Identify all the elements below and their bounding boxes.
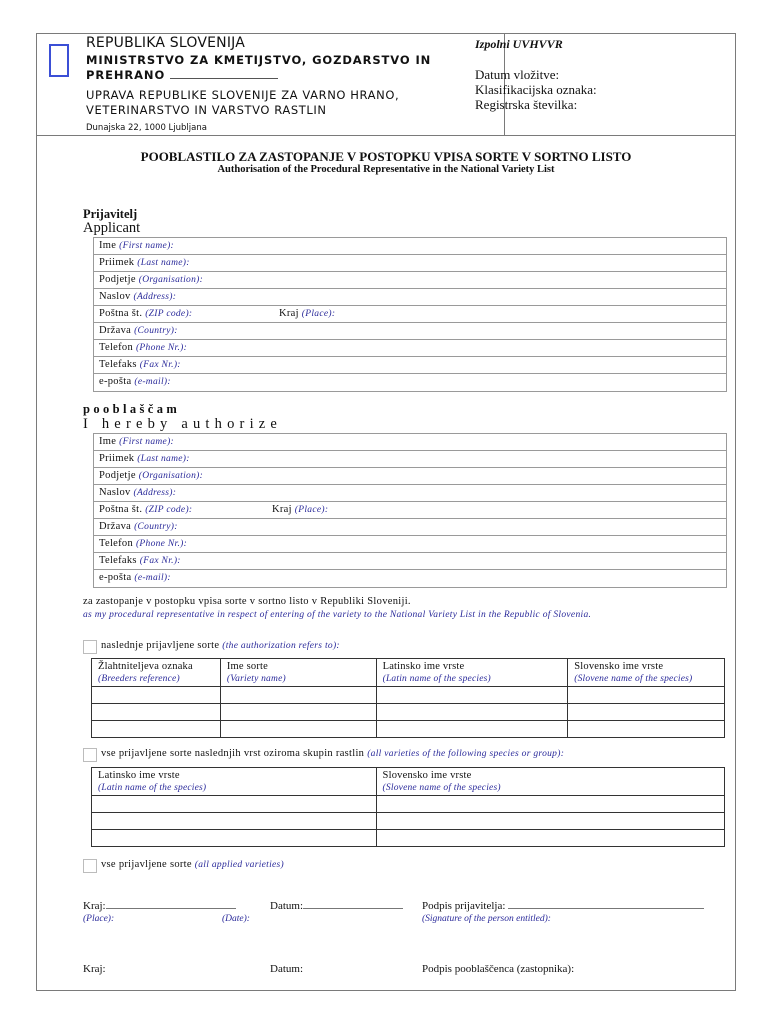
applicant-place-field[interactable]: Kraj (Place): bbox=[279, 308, 336, 319]
office-use-title: Izpolni UVHVVR bbox=[475, 37, 563, 51]
column-header: Latinsko ime vrste (Latin name of the species) bbox=[376, 659, 568, 687]
ministry-name: MINISTRSTVO ZA KMETIJSTVO, GOZDARSTVO IN PREHRANO bbox=[86, 53, 432, 82]
representative-phone-field[interactable]: Telefon (Phone Nr.): bbox=[94, 536, 726, 553]
applicant-country-field[interactable]: Država (Country): bbox=[94, 323, 726, 340]
representative-table bbox=[93, 433, 727, 588]
option-specific-varieties-checkbox[interactable] bbox=[83, 640, 97, 654]
table-cell[interactable] bbox=[220, 687, 376, 704]
representative-zip-field[interactable]: Poštna št. (ZIP code): Kraj (Place): bbox=[94, 502, 726, 519]
table-row bbox=[92, 796, 725, 813]
address: Dunajska 22, 1000 Ljubljana bbox=[86, 123, 207, 133]
table-cell[interactable] bbox=[92, 687, 221, 704]
table-cell[interactable] bbox=[220, 704, 376, 721]
option-species-group-checkbox[interactable] bbox=[83, 748, 97, 762]
place-field-2[interactable]: Kraj: bbox=[83, 963, 106, 975]
place-field[interactable]: Kraj: bbox=[83, 900, 236, 912]
table-cell[interactable] bbox=[568, 687, 725, 704]
table-cell[interactable] bbox=[376, 796, 724, 813]
form-header bbox=[36, 33, 736, 136]
administration-name: UPRAVA REPUBLIKE SLOVENIJE ZA VARNO HRANO, VETERINARSTVO IN VARSTVO RASTLIN bbox=[86, 88, 400, 117]
option-species-group-label: vse prijavljene sorte naslednjih vrst oziroma skupin rastlin (all varieties of the following species or group): bbox=[101, 748, 565, 759]
representative-address-field[interactable]: Naslov (Address): bbox=[94, 485, 726, 502]
representative-last-name-field[interactable]: Priimek (Last name): bbox=[94, 451, 726, 468]
applicant-address-field[interactable]: Naslov (Address): bbox=[94, 289, 726, 306]
option-specific-varieties-label: naslednje prijavljene sorte (the authorization refers to): bbox=[101, 640, 340, 651]
table-cell[interactable] bbox=[568, 704, 725, 721]
table-row bbox=[92, 704, 725, 721]
table-cell[interactable] bbox=[92, 830, 377, 847]
applicant-fax-field[interactable]: Telefaks (Fax Nr.): bbox=[94, 357, 726, 374]
table-cell[interactable] bbox=[376, 721, 568, 738]
column-header: Ime sorte (Variety name) bbox=[220, 659, 376, 687]
ministry-blank bbox=[170, 69, 278, 79]
table-cell[interactable] bbox=[92, 704, 221, 721]
applicant-heading-en: Applicant bbox=[83, 220, 141, 236]
applicant-heading: Prijavitelj bbox=[83, 207, 138, 221]
applicant-zip-field[interactable]: Poštna št. (ZIP code): Kraj (Place): bbox=[94, 306, 726, 323]
country-name: REPUBLIKA SLOVENIJA bbox=[86, 35, 246, 51]
option-all-varieties-label: vse prijavljene sorte (all applied varieties) bbox=[101, 859, 285, 870]
form-title: POOBLASTILO ZA ZASTOPANJE V POSTOPKU VPISA SORTE V SORTNO LISTO bbox=[140, 149, 632, 164]
option-all-varieties-checkbox[interactable] bbox=[83, 859, 97, 873]
table-cell[interactable] bbox=[376, 687, 568, 704]
representative-place-field[interactable]: Kraj (Place): bbox=[272, 504, 329, 515]
authorize-heading-en: I hereby authorize bbox=[83, 416, 283, 432]
purpose-text-en: as my procedural representative in respect of entering of the variety to the National Variety List in the Republic of Slovenia. bbox=[83, 610, 592, 620]
table-row bbox=[92, 813, 725, 830]
date-field[interactable]: Datum: bbox=[270, 900, 403, 912]
representative-organisation-field[interactable]: Podjetje (Organisation): bbox=[94, 468, 726, 485]
date-label-en: (Date): bbox=[222, 914, 250, 924]
applicant-last-name-field[interactable]: Priimek (Last name): bbox=[94, 255, 726, 272]
applicant-email-field[interactable]: e-pošta (e-mail): bbox=[99, 376, 171, 387]
applicant-signature-field[interactable]: Podpis prijavitelja: bbox=[422, 900, 704, 912]
table-header-row bbox=[92, 768, 725, 796]
applicant-table bbox=[93, 237, 727, 392]
form-subtitle: Authorisation of the Procedural Representative in the National Variety List bbox=[217, 164, 555, 175]
table-cell[interactable] bbox=[376, 813, 724, 830]
office-field[interactable]: Datum vložitve: bbox=[475, 67, 560, 82]
table-row bbox=[92, 687, 725, 704]
column-header: Slovensko ime vrste (Slovene name of the species) bbox=[568, 659, 725, 687]
purpose-text: za zastopanje v postopku vpisa sorte v sortno listo v Republiki Sloveniji. bbox=[83, 596, 411, 607]
date-field-2[interactable]: Datum: bbox=[270, 963, 303, 975]
species-table bbox=[91, 767, 725, 847]
column-header: Slovensko ime vrste (Slovene name of the species) bbox=[376, 768, 724, 796]
table-row bbox=[92, 721, 725, 738]
table-cell[interactable] bbox=[92, 813, 377, 830]
office-use-fields bbox=[475, 67, 597, 112]
representative-fax-field[interactable]: Telefaks (Fax Nr.): bbox=[94, 553, 726, 570]
table-cell[interactable] bbox=[92, 721, 221, 738]
column-header: Latinsko ime vrste (Latin name of the species) bbox=[92, 768, 377, 796]
representative-country-field[interactable]: Država (Country): bbox=[94, 519, 726, 536]
table-cell[interactable] bbox=[376, 704, 568, 721]
coat-of-arms-icon bbox=[49, 44, 69, 77]
table-cell[interactable] bbox=[568, 721, 725, 738]
authorize-heading: pooblaščam bbox=[83, 402, 181, 416]
representative-email-field[interactable]: e-pošta (e-mail): bbox=[99, 572, 171, 583]
applicant-signature-label-en: (Signature of the person entitled): bbox=[422, 914, 551, 924]
applicant-organisation-field[interactable]: Podjetje (Organisation): bbox=[94, 272, 726, 289]
table-cell[interactable] bbox=[376, 830, 724, 847]
table-row bbox=[92, 830, 725, 847]
column-header: Žlahtniteljeva oznaka (Breeders reference) bbox=[92, 659, 221, 687]
place-label-en: (Place): bbox=[83, 914, 115, 924]
table-cell[interactable] bbox=[92, 796, 377, 813]
office-field[interactable]: Registrska številka: bbox=[475, 97, 578, 112]
representative-first-name-field[interactable]: Ime (First name): bbox=[94, 434, 726, 451]
applicant-first-name-field[interactable]: Ime (First name): bbox=[94, 238, 726, 255]
table-header-row bbox=[92, 659, 725, 687]
applicant-phone-field[interactable]: Telefon (Phone Nr.): bbox=[94, 340, 726, 357]
table-cell[interactable] bbox=[220, 721, 376, 738]
varieties-table bbox=[91, 658, 725, 738]
representative-signature-field[interactable]: Podpis pooblaščenca (zastopnika): bbox=[422, 963, 575, 975]
office-field[interactable]: Klasifikacijska oznaka: bbox=[475, 82, 597, 97]
